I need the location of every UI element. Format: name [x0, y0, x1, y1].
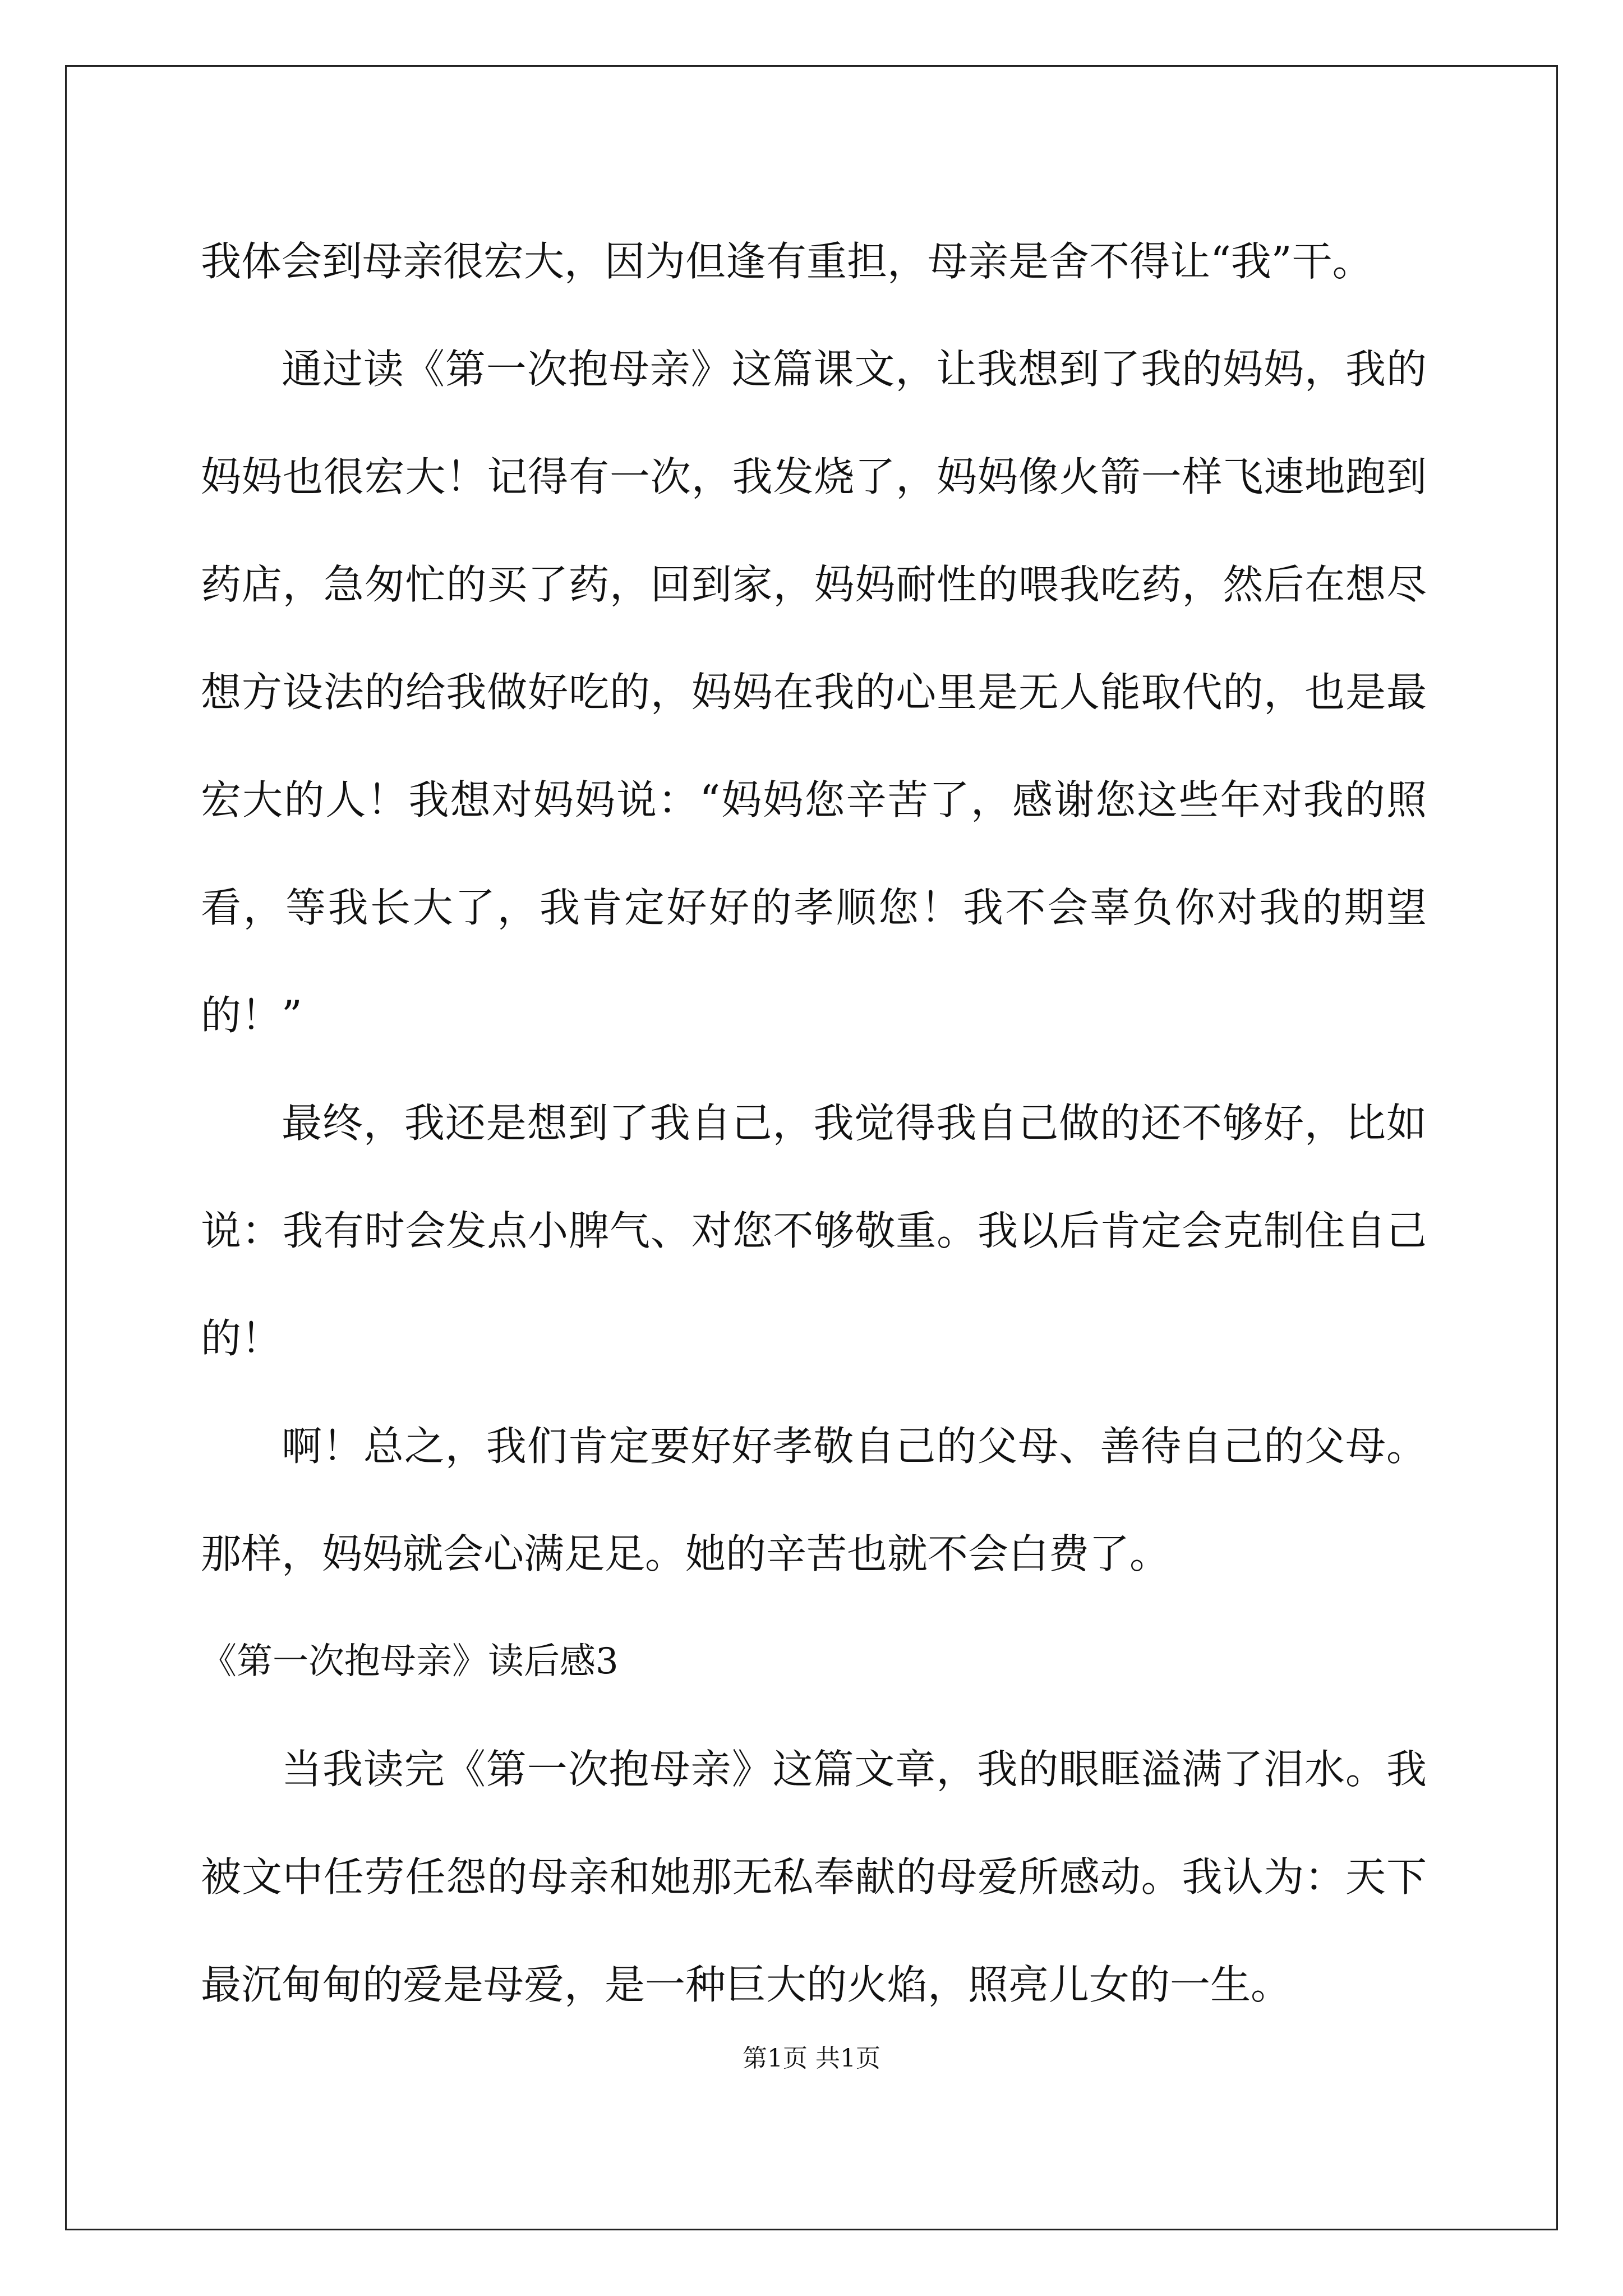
paragraph-continuation: 我体会到母亲很宏大，因为但逢有重担，母亲是舍不得让“我”干。 [201, 238, 1373, 285]
paragraph-mother-memory: 通过读《第一次抱母亲》这篇课文，让我想到了我的妈妈，我的妈妈也很宏大！记得有一次，我发烧了，妈妈像火箭一样飞速地跑到药店，急匆忙的买了药，回到家，妈妈耐性的喂我吃药，然后在想尽想方设法的给我做好吃的，妈妈在我的心里是无人能取代的，也是最宏大的人！我想对妈妈说：“妈妈您辛苦了，感谢您这些年对我的照看，等我长大了，我肯定好好的孝顺您！我不会辜负你对我的期望的！” [201, 346, 1427, 1039]
document-body [201, 208, 1427, 2039]
paragraph-section-3-intro: 当我读完《第一次抱母亲》这篇文章，我的眼眶溢满了泪水。我被文中任劳任怨的母亲和她那无私奉献的母爱所感动。我认为：天下最沉甸甸的爱是母爱，是一种巨大的火焰，照亮儿女的一生。 [201, 1746, 1427, 2008]
section-heading: 《第一次抱母亲》读后感3 [201, 1641, 619, 1682]
page-footer: 第1页 共1页 [743, 2044, 880, 2073]
paragraph-self-reflection: 最终，我还是想到了我自己，我觉得我自己做的还不够好，比如说：我有时会发点小脾气、对您不够敬重。我以后肯定会克制住自己的！ [201, 1099, 1427, 1362]
paragraph-conclusion: 啊！总之，我们肯定要好好孝敬自己的父母、善待自己的父母。那样，妈妈就会心满足足。她的辛苦也就不会白费了。 [201, 1423, 1427, 1577]
